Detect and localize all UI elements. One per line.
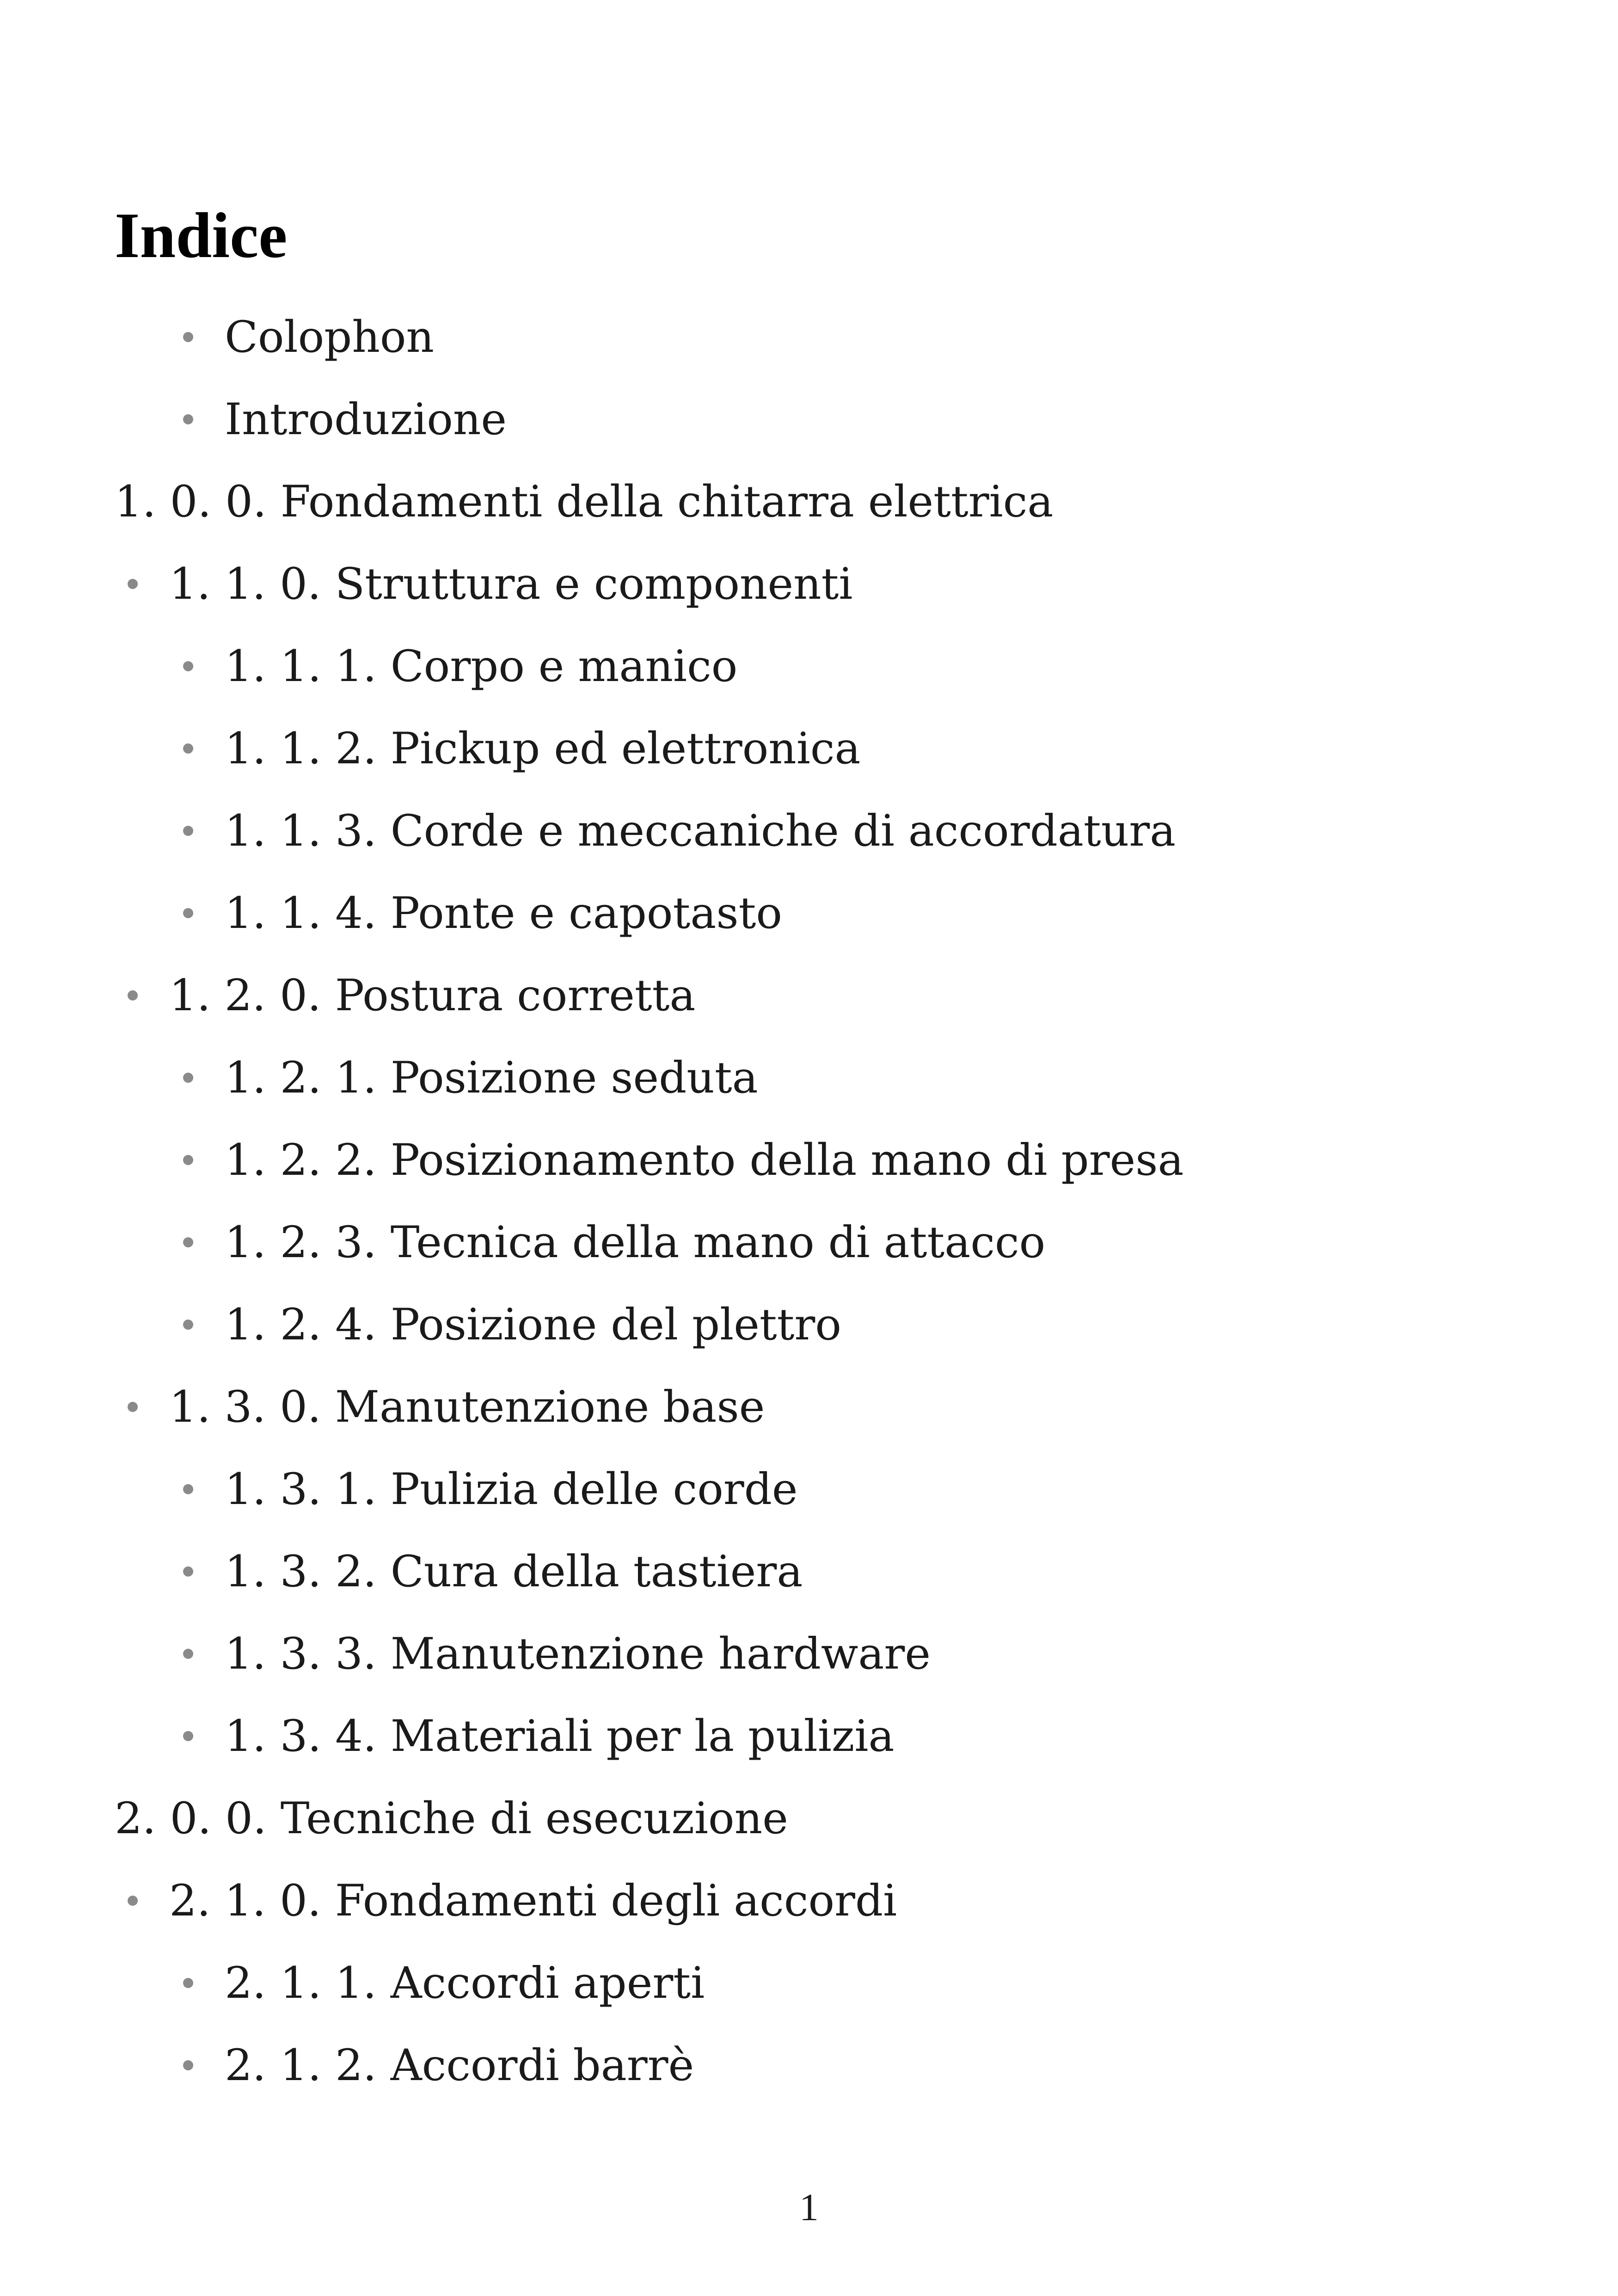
bullet-icon [183,1155,193,1165]
toc-entry-label: 1. 1. 3. Corde e meccaniche di accordatura [225,806,1176,856]
toc-entry-label: 1. 2. 2. Posizionamento della mano di presa [225,1135,1184,1185]
toc-entry-label: 1. 3. 4. Materiali per la pulizia [225,1711,895,1762]
toc-entry[interactable] [0,547,1618,630]
bullet-icon [183,332,193,342]
toc-entry[interactable] [0,959,1618,1041]
toc-entry-label: 1. 1. 4. Ponte e capotasto [225,888,782,939]
toc-entry[interactable] [0,301,1618,383]
toc-entry-label: 1. 2. 1. Posizione seduta [225,1053,758,1103]
toc-entry[interactable] [0,1206,1618,1288]
toc-entry[interactable] [0,1370,1618,1453]
bullet-icon [183,743,193,754]
toc-entry-label: 2. 1. 0. Fondamenti degli accordi [169,1876,897,1926]
bullet-icon [183,2060,193,2070]
toc-entry-label: 2. 1. 1. Accordi aperti [225,1958,705,2008]
bullet-icon [183,1566,193,1577]
toc-entry[interactable] [0,1041,1618,1123]
page-title: Indice [115,200,288,271]
toc-entry[interactable] [0,1864,1618,1946]
toc-entry-label: Colophon [225,312,435,362]
toc-entry-label: 1. 3. 3. Manutenzione hardware [225,1629,931,1679]
toc-entry[interactable] [0,1535,1618,1617]
toc-entry-label: 1. 2. 4. Posizione del plettro [225,1300,841,1350]
toc-entry[interactable] [0,1123,1618,1206]
toc-entry-label: 1. 1. 2. Pickup ed elettronica [225,724,861,774]
toc-entry-label: 1. 0. 0. Fondamenti della chitarra elettrica [115,477,1054,527]
toc-entry[interactable] [0,1782,1618,1864]
toc-entry-label: 1. 2. 0. Postura corretta [169,970,696,1021]
bullet-icon [183,1731,193,1741]
bullet-icon [183,1484,193,1494]
toc-entry-label: 1. 2. 3. Tecnica della mano di attacco [225,1217,1046,1268]
toc-entry[interactable] [0,465,1618,547]
bullet-icon [183,1320,193,1330]
bullet-icon [128,990,138,1001]
bullet-icon [128,1402,138,1412]
toc-entry[interactable] [0,1946,1618,2029]
bullet-icon [183,1649,193,1659]
toc-entry[interactable] [0,1700,1618,1782]
bullet-icon [183,1073,193,1083]
toc-entry[interactable] [0,712,1618,794]
bullet-icon [183,661,193,671]
toc-entry[interactable] [0,794,1618,877]
bullet-icon [128,579,138,589]
toc-entry[interactable] [0,1288,1618,1370]
toc-entry[interactable] [0,2029,1618,2111]
toc-entry-label: 1. 3. 1. Pulizia delle corde [225,1464,798,1515]
toc-entry-label: 2. 1. 2. Accordi barrè [225,2040,694,2091]
bullet-icon [183,1237,193,1247]
toc-entry[interactable] [0,630,1618,712]
bullet-icon [183,1978,193,1988]
toc-entry[interactable] [0,1617,1618,1700]
table-of-contents [0,301,1618,2111]
toc-entry[interactable] [0,877,1618,959]
toc-entry[interactable] [0,1453,1618,1535]
toc-entry-label: 2. 0. 0. Tecniche di esecuzione [115,1793,788,1844]
toc-entry-label: 1. 1. 0. Struttura e componenti [169,559,853,609]
toc-entry-label: 1. 3. 0. Manutenzione base [169,1382,765,1432]
bullet-icon [183,908,193,918]
bullet-icon [128,1896,138,1906]
toc-entry[interactable] [0,383,1618,465]
toc-entry-label: 1. 1. 1. Corpo e manico [225,641,738,692]
bullet-icon [183,826,193,836]
page-number: 1 [799,2186,819,2229]
toc-entry-label: Introduzione [225,394,507,445]
toc-entry-label: 1. 3. 2. Cura della tastiera [225,1547,803,1597]
bullet-icon [183,414,193,424]
